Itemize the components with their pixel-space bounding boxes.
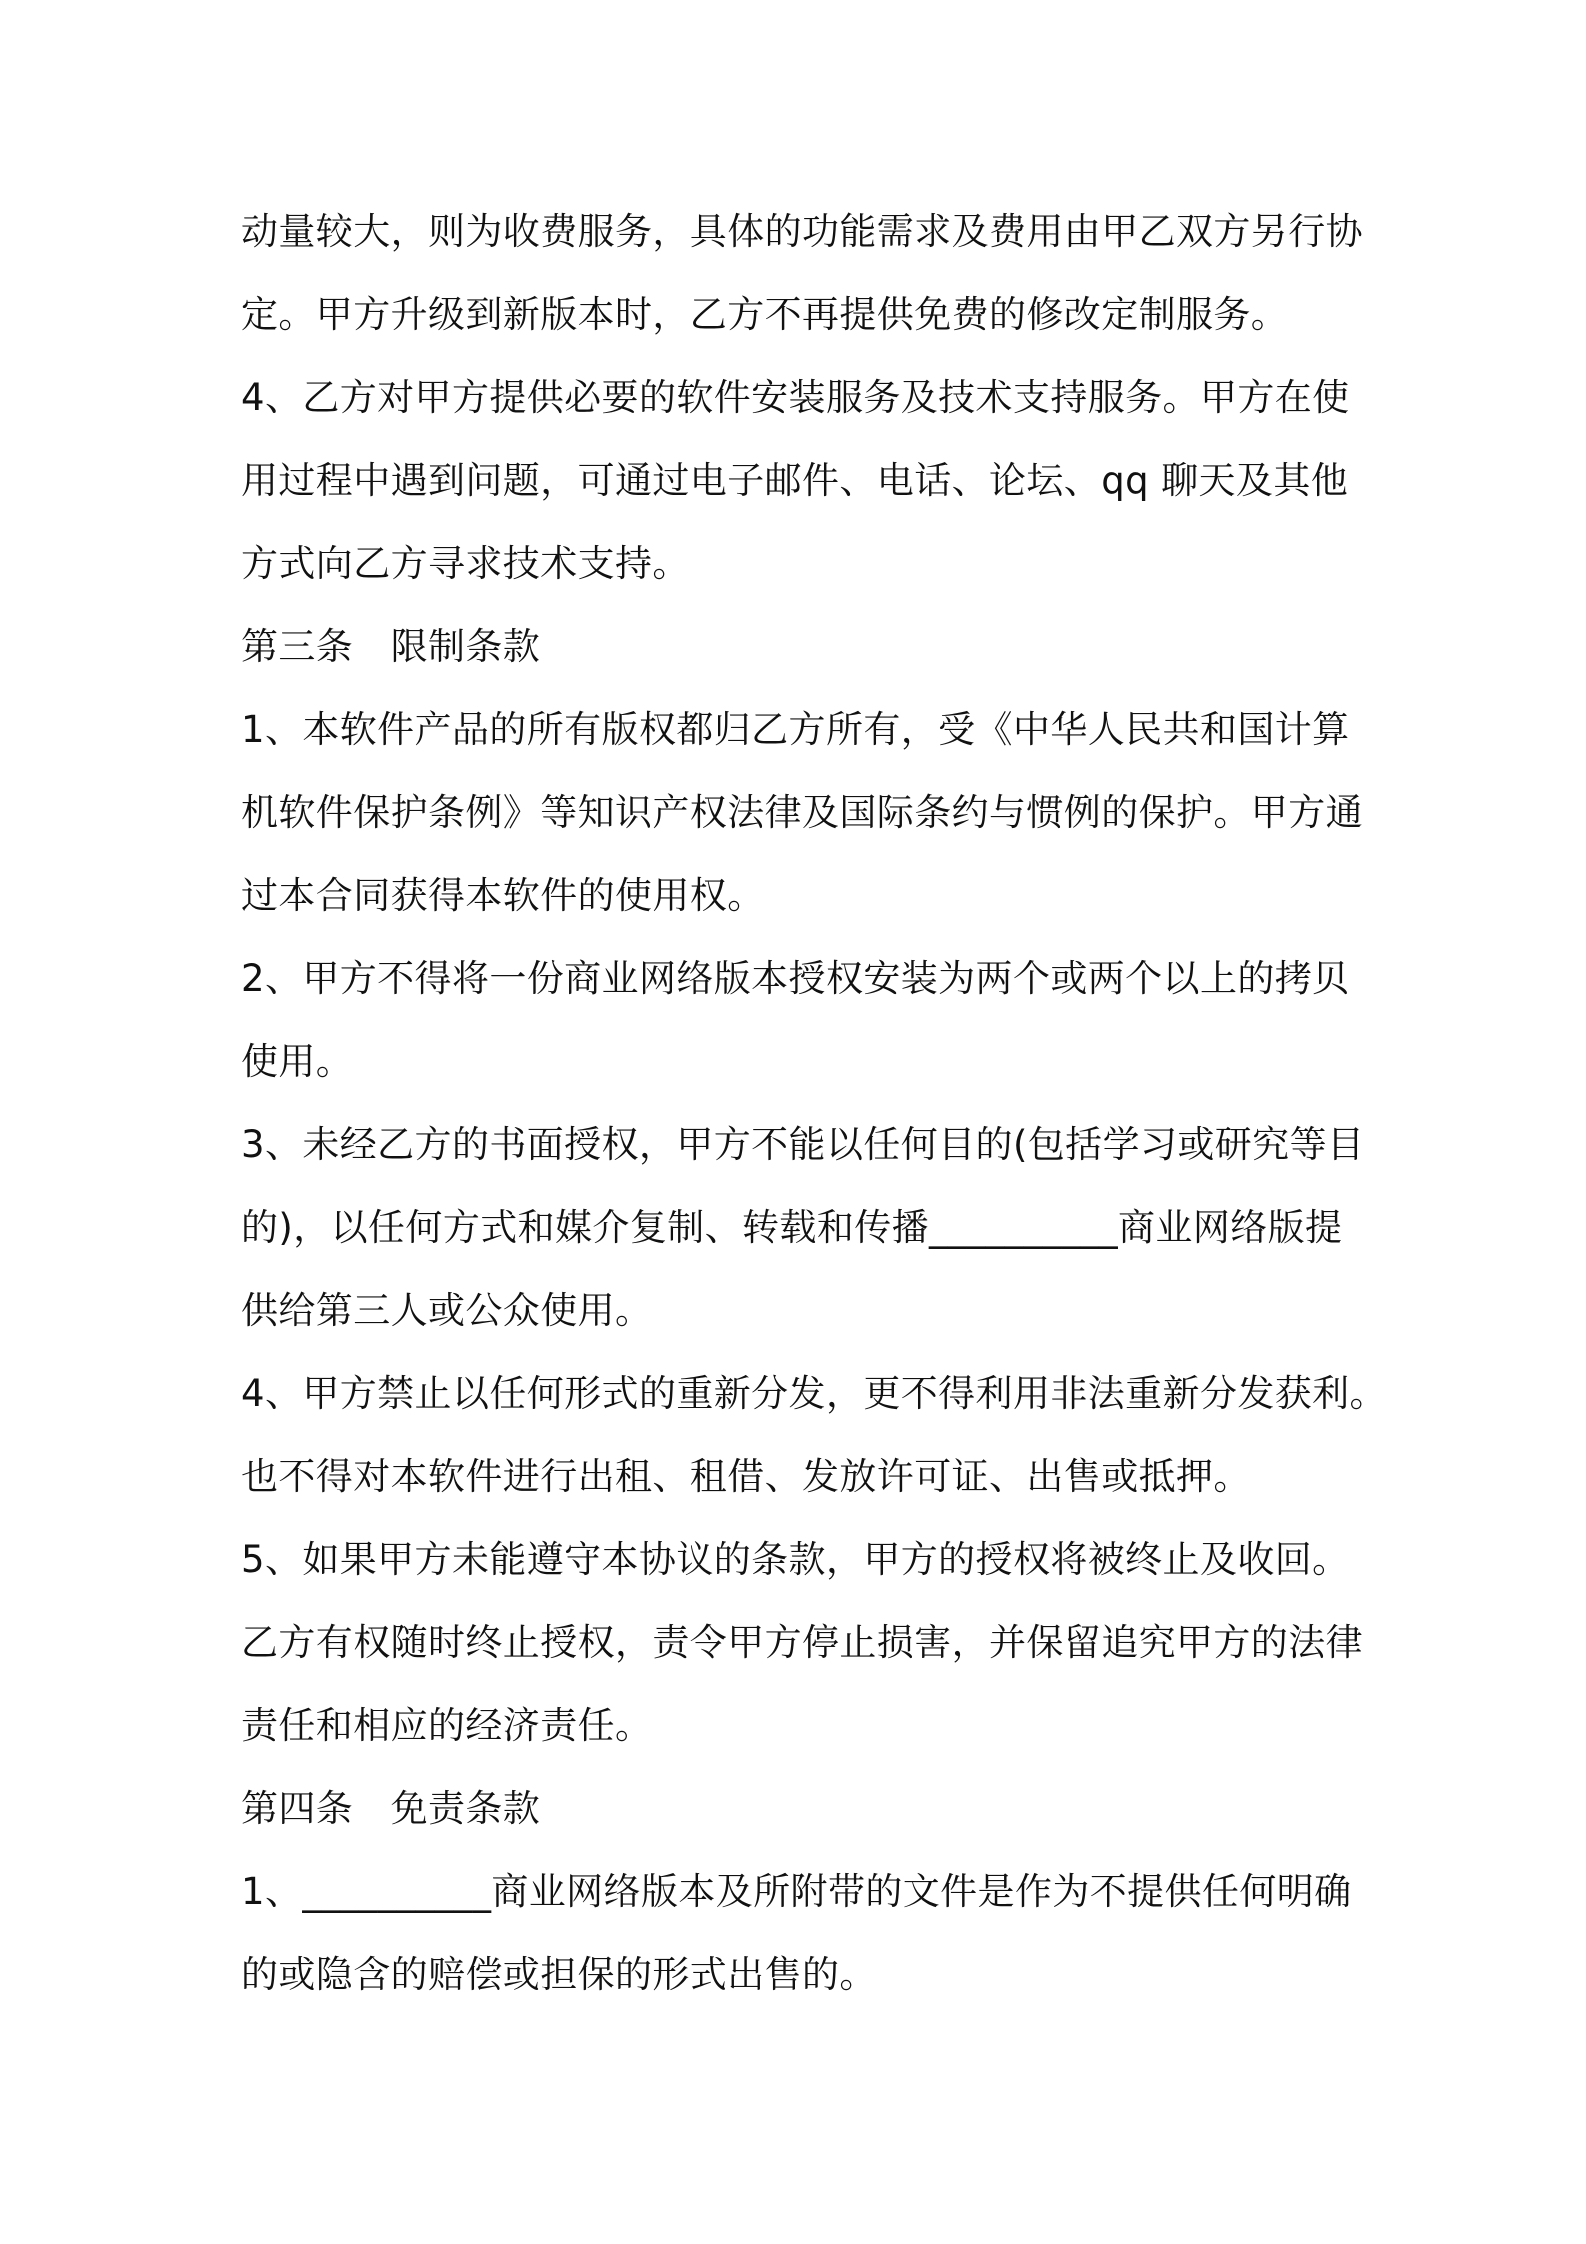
article-3-heading: 第三条 限制条款 — [241, 625, 541, 668]
clause-3-5-line-1: 5、如果甲方未能遵守本协议的条款，甲方的授权将被终止及收回。 — [241, 1538, 1350, 1581]
clause-3-5-line-2: 乙方有权随时终止授权，责令甲方停止损害，并保留追究甲方的法律 — [241, 1621, 1363, 1664]
clause-3-4-line-1: 4、甲方禁止以任何形式的重新分发，更不得利用非法重新分发获利。 — [241, 1372, 1387, 1415]
text-line-continuation-1: 动量较大，则为收费服务，具体的功能需求及费用由甲乙双方另行协 — [241, 210, 1363, 253]
clause-3-1-line-3: 过本合同获得本软件的使用权。 — [241, 874, 765, 917]
clause-2-4-line-2: 用过程中遇到问题，可通过电子邮件、电话、论坛、qq 聊天及其他 — [241, 459, 1349, 502]
clause-3-3-line-2: 的)，以任何方式和媒介复制、转载和传播__________商业网络版提 — [241, 1206, 1343, 1249]
clause-2-4-line-3: 方式向乙方寻求技术支持。 — [241, 542, 690, 585]
clause-4-1-line-1: 1、__________商业网络版本及所附带的文件是作为不提供任何明确 — [241, 1870, 1352, 1913]
clause-4-1-line-2: 的或隐含的赔偿或担保的形式出售的。 — [241, 1953, 877, 1996]
clause-3-4-line-2: 也不得对本软件进行出租、租借、发放许可证、出售或抵押。 — [241, 1455, 1251, 1498]
clause-3-3-line-1: 3、未经乙方的书面授权，甲方不能以任何目的(包括学习或研究等目 — [241, 1123, 1365, 1166]
clause-3-2-line-2: 使用。 — [241, 1040, 354, 1083]
clause-3-5-line-3: 责任和相应的经济责任。 — [241, 1704, 653, 1747]
clause-3-1-line-2: 机软件保护条例》等知识产权法律及国际条约与惯例的保护。甲方通 — [241, 791, 1363, 834]
document-page — [241, 190, 1387, 2016]
clause-3-1-line-1: 1、本软件产品的所有版权都归乙方所有，受《中华人民共和国计算 — [241, 708, 1350, 751]
text-line-continuation-2: 定。甲方升级到新版本时，乙方不再提供免费的修改定制服务。 — [241, 293, 1289, 336]
clause-3-3-line-3: 供给第三人或公众使用。 — [241, 1289, 653, 1332]
article-4-heading: 第四条 免责条款 — [241, 1787, 541, 1830]
clause-3-2-line-1: 2、甲方不得将一份商业网络版本授权安装为两个或两个以上的拷贝 — [241, 957, 1350, 1000]
clause-2-4-line-1: 4、乙方对甲方提供必要的软件安装服务及技术支持服务。甲方在使 — [241, 376, 1350, 419]
